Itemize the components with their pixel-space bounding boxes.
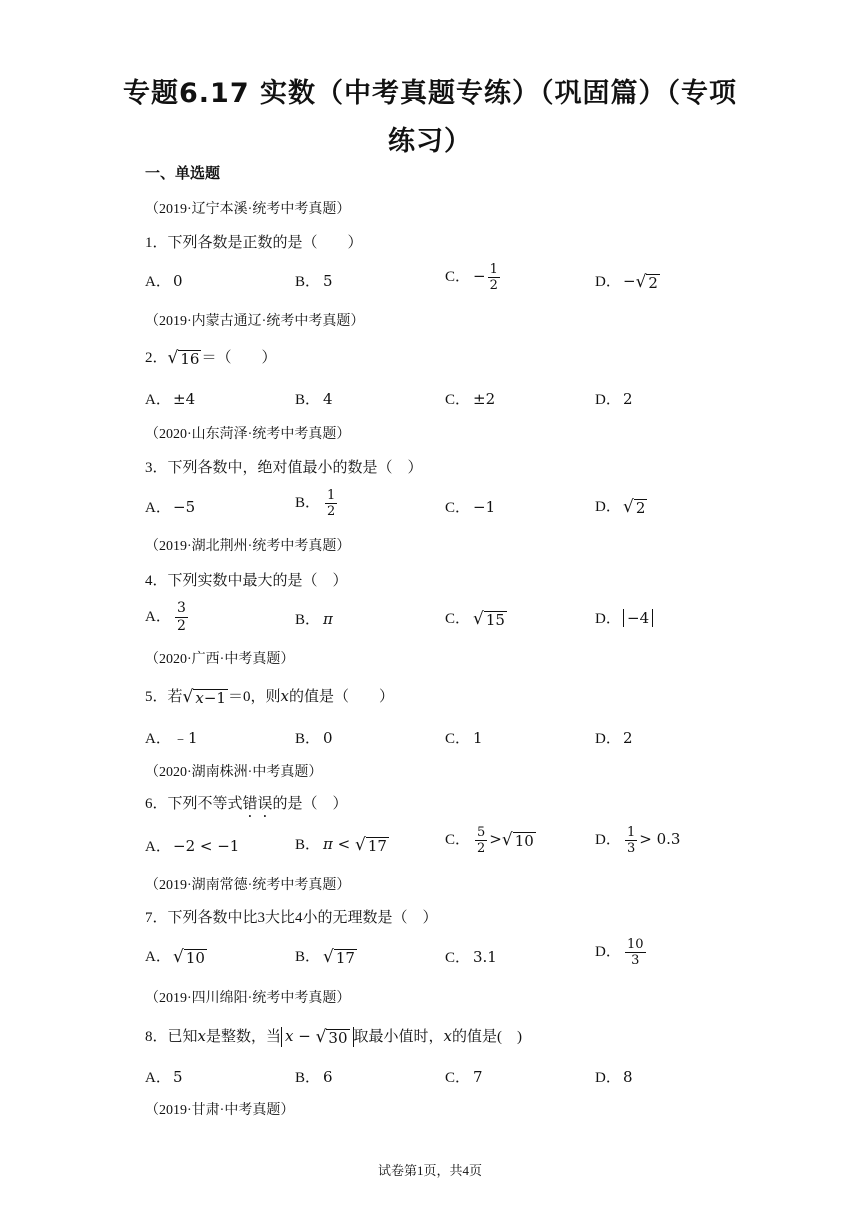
option-a: A． √ 10 (145, 947, 205, 968)
page-title-line-2: 练习） (388, 126, 472, 157)
option-d: D． $\frac{1}{3}$ > 0.3 (595, 825, 681, 856)
section-heading: 一、单选题 (145, 164, 221, 182)
option-c: C． −1 (445, 498, 496, 516)
option-d: D． $\frac{10}{3}$ (595, 937, 644, 968)
option-d: D． √ 2 (595, 497, 646, 518)
option-a: A． 5 (145, 1068, 183, 1086)
question-source: （2019·内蒙古通辽·统考中考真题） (145, 314, 365, 329)
option-c: C． √ 15 (445, 609, 505, 630)
option-d: D． − √ 2 (595, 272, 658, 293)
question-source: （2020·山东菏泽·统考中考真题） (145, 427, 351, 442)
question-source: （2019·辽宁本溪·统考中考真题） (145, 202, 351, 217)
question-source: （2019·湖南常德·统考中考真题） (145, 878, 351, 893)
question-source: （2020·广西·中考真题） (145, 652, 295, 667)
option-c: C． 7 (445, 1068, 483, 1086)
question-stem: 2． √ 16 ＝（ ） (145, 348, 277, 369)
option-b: B． 4 (295, 390, 333, 408)
option-c: C． − $\frac{1}{2}$ (445, 262, 498, 293)
option-d: D． 2 (595, 729, 633, 747)
option-a: A． −5 (145, 498, 196, 516)
option-a: A． 0 (145, 272, 183, 290)
page-footer: 试卷第1页，共4页 (377, 1163, 482, 1178)
question-stem: 5．若 √ x−1 ＝0，则x的值是（ ） (145, 687, 394, 708)
question-stem: 4．下列实数中最大的是（ ） (145, 573, 348, 589)
question-stem: 6．下列不等式错误的是（ ） (145, 796, 348, 812)
page-title (0, 70, 860, 166)
option-b: B． 0 (295, 729, 333, 747)
question-source: （2019·湖北荆州·统考中考真题） (145, 539, 351, 554)
option-c: C． 1 (445, 729, 483, 747)
question-stem: 8．已知x是整数，当 x − √ 30 取最小值时，x的值是( ) (145, 1026, 522, 1047)
option-b: B． $\frac{1}{2}$ (295, 488, 336, 519)
option-a: A． $\frac{3}{2}$ (145, 600, 186, 634)
question-source: （2020·湖南株洲·中考真题） (145, 765, 323, 780)
option-d: D． 2 (595, 390, 633, 408)
question-source: （2019·甘肃·中考真题） (145, 1103, 295, 1118)
option-b: B． √ 17 (295, 947, 355, 968)
option-b: B． π (295, 610, 333, 628)
option-a: A． −2 < −1 (145, 837, 240, 855)
option-b: B． π < √ 17 (295, 835, 387, 856)
option-b: B． 6 (295, 1068, 333, 1086)
option-d: D． −4 (595, 607, 653, 628)
option-c: C． 3.1 (445, 948, 497, 966)
question-stem: 7．下列各数中比3大比4小的无理数是（ ） (145, 910, 438, 926)
option-b: B． 5 (295, 272, 333, 290)
page-title-line-1: 专题6.17 实数（中考真题专练）（巩固篇）（专项 (122, 78, 738, 109)
option-c: C． ±2 (445, 390, 496, 408)
option-d: D． 8 (595, 1068, 633, 1086)
question-source: （2019·四川绵阳·统考中考真题） (145, 991, 351, 1006)
option-a: A． ﹣1 (145, 729, 198, 747)
question-stem: 1．下列各数是正数的是（ ） (145, 235, 363, 251)
question-stem: 3．下列各数中，绝对值最小的数是（ ） (145, 460, 423, 476)
option-a: A． ±4 (145, 390, 196, 408)
option-c: C． $\frac{5}{2}$ > √ 10 (445, 825, 534, 856)
